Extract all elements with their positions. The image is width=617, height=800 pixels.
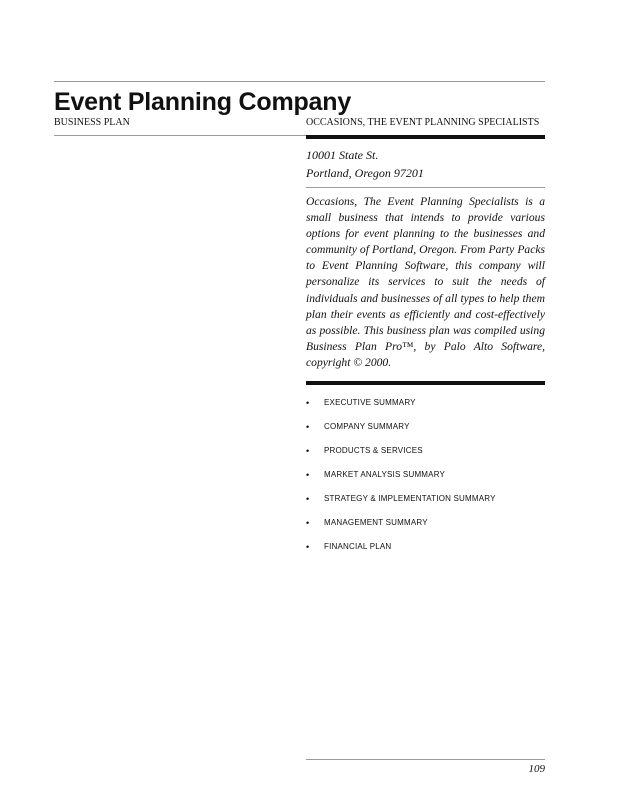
toc-item-executive-summary[interactable]: [306, 395, 545, 419]
toc-item-strategy-implementation-summary[interactable]: [306, 491, 545, 515]
address-city: Portland, Oregon 97201: [306, 166, 424, 180]
page-title: Event Planning Company: [54, 88, 352, 116]
address-divider: [306, 187, 545, 188]
toc-item-label: EXECUTIVE SUMMARY: [324, 398, 416, 407]
address-street: 10001 State St.: [306, 148, 379, 162]
bullet-icon: •: [306, 518, 310, 528]
plan-description: Occasions, The Event Planning Specialists is a small business that intends to provide various options for event planning to the businesses and community of Portland, Oregon. From Party Packs to Event Planning Software, this company will personalize its services to suit the needs of individuals and businesses of all types to help them plan their events as efficiently and cost-effectively as possible. This business plan was compiled using Business Plan Pro™, by Palo Alto Software, copyright © 2000.: [306, 195, 545, 369]
heavy-rule-bottom: [306, 381, 545, 385]
toc-item-company-summary[interactable]: [306, 419, 545, 443]
bullet-icon: •: [306, 422, 310, 432]
table-of-contents: [306, 395, 545, 563]
bullet-icon: •: [306, 494, 310, 504]
page-number: 109: [528, 763, 545, 775]
bullet-icon: •: [306, 446, 310, 456]
company-tagline: OCCASIONS, THE EVENT PLANNING SPECIALISTS: [306, 117, 540, 128]
toc-item-label: STRATEGY & IMPLEMENTATION SUMMARY: [324, 494, 496, 503]
bullet-icon: •: [306, 542, 310, 552]
toc-item-products-services[interactable]: [306, 443, 545, 467]
toc-item-label: PRODUCTS & SERVICES: [324, 446, 423, 455]
toc-item-label: COMPANY SUMMARY: [324, 422, 410, 431]
footer-divider: [306, 759, 545, 760]
top-divider: [54, 81, 545, 82]
heavy-rule-top: [306, 135, 545, 139]
toc-item-label: MANAGEMENT SUMMARY: [324, 518, 428, 527]
section-label: BUSINESS PLAN: [54, 117, 130, 128]
toc-item-label: FINANCIAL PLAN: [324, 542, 392, 551]
toc-item-financial-plan[interactable]: [306, 539, 545, 563]
bullet-icon: •: [306, 470, 310, 480]
address-block: [306, 146, 545, 182]
bullet-icon: •: [306, 398, 310, 408]
toc-item-management-summary[interactable]: [306, 515, 545, 539]
toc-item-label: MARKET ANALYSIS SUMMARY: [324, 470, 446, 479]
toc-item-market-analysis-summary[interactable]: [306, 467, 545, 491]
